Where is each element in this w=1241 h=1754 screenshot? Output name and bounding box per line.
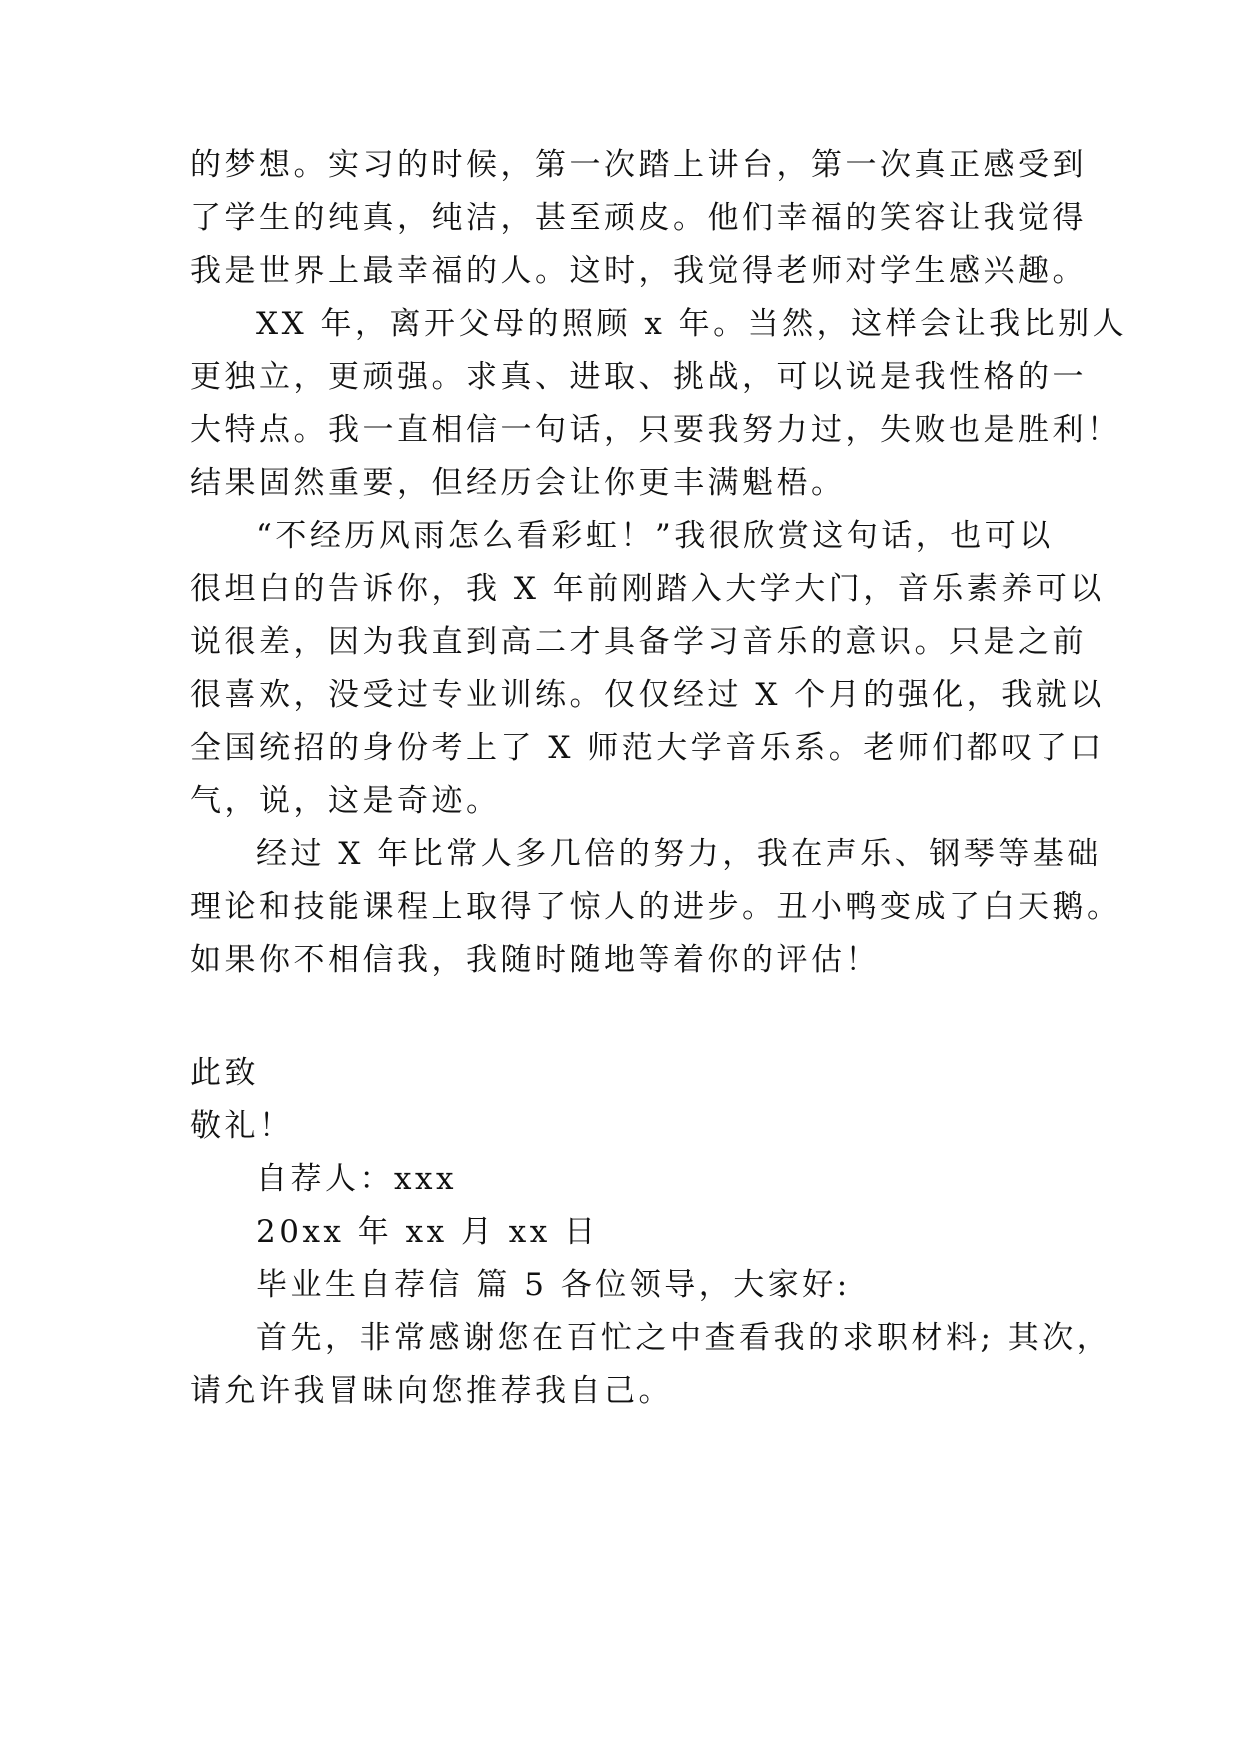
signature: 自荐人：xxx bbox=[256, 1161, 457, 1197]
text-line: 的梦想。实习的时候，第一次踏上讲台，第一次真正感受到 bbox=[190, 147, 1087, 183]
closing-regards: 敬礼！ bbox=[190, 1108, 294, 1144]
text-line: 请允许我冒昧向您推荐我自己。 bbox=[190, 1373, 673, 1409]
text-line: 全国统招的身份考上了 X 师范大学音乐系。老师们都叹了口 bbox=[190, 730, 1105, 766]
text-line: 更独立，更顽强。求真、进取、挑战，可以说是我性格的一 bbox=[190, 359, 1087, 395]
text-line: 气，说，这是奇迹。 bbox=[190, 783, 501, 819]
text-line: 说很差，因为我直到高二才具备学习音乐的意识。只是之前 bbox=[190, 624, 1087, 660]
paragraph-start: “不经历风雨怎么看彩虹！”我很欣赏这句话，也可以 bbox=[256, 518, 1054, 554]
date: 20xx 年 xx 月 xx 日 bbox=[256, 1214, 599, 1250]
text-line: 我是世界上最幸福的人。这时，我觉得老师对学生感兴趣。 bbox=[190, 253, 1087, 289]
closing-salutation: 此致 bbox=[190, 1055, 259, 1091]
text-line: 结果固然重要，但经历会让你更丰满魁梧。 bbox=[190, 465, 846, 501]
text-line: 很坦白的告诉你，我 X 年前刚踏入大学大门，音乐素养可以 bbox=[190, 571, 1105, 607]
text-line: 大特点。我一直相信一句话，只要我努力过，失败也是胜利！ bbox=[190, 412, 1122, 448]
paragraph-start: XX 年，离开父母的照顾 x 年。当然，这样会让我比别人 bbox=[256, 306, 1128, 342]
text-line: 很喜欢，没受过专业训练。仅仅经过 X 个月的强化，我就以 bbox=[190, 677, 1105, 713]
section-heading: 毕业生自荐信 篇 5 各位领导，大家好: bbox=[256, 1267, 851, 1303]
paragraph-start: 经过 X 年比常人多几倍的努力，我在声乐、钢琴等基础 bbox=[256, 836, 1102, 872]
text-line: 理论和技能课程上取得了惊人的进步。丑小鸭变成了白天鹅。 bbox=[190, 889, 1122, 925]
text-line: 了学生的纯真，纯洁，甚至顽皮。他们幸福的笑容让我觉得 bbox=[190, 200, 1087, 236]
paragraph-start: 首先，非常感谢您在百忙之中查看我的求职材料; 其次， bbox=[256, 1320, 1112, 1356]
text-line: 如果你不相信我，我随时随地等着你的评估！ bbox=[190, 942, 880, 978]
